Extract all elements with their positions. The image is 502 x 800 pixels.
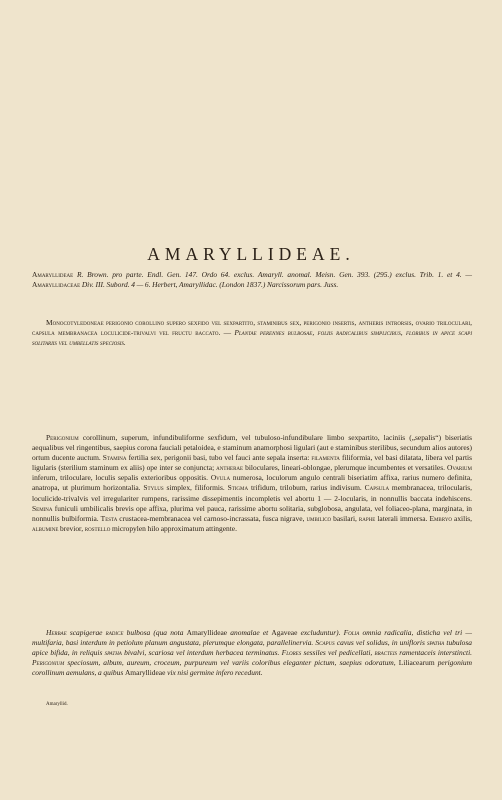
catchword: Amaryllid. [46, 702, 68, 707]
description-paragraph [32, 433, 472, 534]
habitus-text: excluduntur). [297, 628, 344, 637]
habitus-text: omnia radicalia, disticha vel tri — multifaria, basi interdum in petiolum planum angustata, plerumque elongata, parallelinervia. [32, 628, 472, 648]
term-raphe: raphe [358, 513, 376, 523]
term-herbae: Herbae [46, 628, 67, 637]
taxon-name: Amaryllideae [124, 668, 166, 678]
description-text: membranacea, trilocularis, loculicide-trivalvis vel irregulariter rumpens, rarissime dissepimentis incompletis vel abortu 1 — 2-locularis, in nonnullis baccata indehiscens. [32, 483, 472, 503]
description-text: funiculi umbilicalis brevis ope affixa, plurima vel pauca, rarissime abortu solitaria, subglobosa, angulata, vel foliaceo-plana, marginata, in nonnullis bulbiformia. [32, 503, 472, 523]
description-text: micropylen hilo approximatum attingente. [110, 523, 237, 533]
habitus-text: cavus vel solidus, in unifloris [334, 638, 428, 648]
description-text: trifidum, trilobum, rarius indivisum. [248, 483, 365, 493]
term-umbilico: umbilico [306, 513, 332, 523]
synonymy-citations: R. Brown. pro parte. Endl. Gen. 147. Ordo 64. exclus. Amaryll. anomal. Meisn. Gen. 393. (295.) exclus. Trib. 1. et 4. — [76, 270, 472, 279]
description-text: filiformia, vel basi dilatata, libera vel partis ligularis (sterilium staminum ex aliis) ope inter se conjuncta; [32, 453, 472, 473]
taxon-name: Agaveae [271, 628, 298, 637]
description-text: simplex, filiformis. [163, 483, 228, 493]
description-text: brevior, [58, 523, 85, 533]
synonymy-paragraph [32, 270, 472, 290]
description-text: fertilia sex, perigonii basi, tubo vel fauci ante sepala inserta: [126, 453, 312, 463]
term-albumine: albumine [32, 523, 59, 533]
habitus-text: bulbosa (qua nota [123, 628, 187, 637]
description-text: basilari, [331, 513, 359, 523]
term-folia: Folia [343, 628, 360, 637]
term-filamenta: filamenta [311, 453, 340, 463]
taxon-name: Liliacearum [398, 658, 435, 668]
synonymy-citations-2: Div. III. Subord. 4 — 6. Herbert, Amaryllidac. (London 1837.) Narcissorum pars. Juss. [80, 280, 339, 290]
description-text: crustacea-membranacea vel carnoso-incrassata, fusca nigrave, [117, 513, 307, 523]
term-spatha: spatha [427, 638, 445, 648]
family-name: Amaryllideae [32, 270, 74, 279]
habitus-text: sessiles vel pedicellati, [301, 648, 375, 658]
habitus-text: anomalae et [227, 628, 272, 637]
taxon-name: Amaryllideae [186, 628, 228, 637]
term-scapus: Scapus [315, 638, 335, 648]
habitus-paragraph [32, 628, 472, 678]
term-semina: Semina [32, 503, 53, 513]
term-ovarium: Ovarium [446, 463, 472, 473]
description-text: laterali immersa. [375, 513, 430, 523]
diagnosis-text: Monocotyledoneae perigonio corollino supero sexfido vel sexpartito, staminibus sex, perigonio insertis, antheris introrsis, ovario triloculari, capsula membranacea loculicide-trivalvi vel fructu baccato. — [32, 318, 472, 338]
term-stylus: Stylus [143, 483, 164, 493]
diagnosis-paragraph [32, 318, 472, 348]
term-perigonium: Perigonium [32, 658, 65, 668]
term-bracteis: bracteis [374, 648, 398, 658]
habitus-text: vix nisi germine infero recedunt. [165, 668, 263, 678]
term-perigonium: Perigonium [46, 433, 79, 442]
term-stamina: Stamina [102, 453, 127, 463]
habitus-text: speciosum, album, aureum, croceum, purpureum vel variis coloribus eleganter pictum, saepius odoratum, [64, 658, 399, 668]
family-name-alt: Amaryllidaceae [32, 280, 81, 290]
habitus-text: ramentaceis interstincti. [397, 648, 472, 658]
description-text: biloculares, lineari-oblongae, plerumque incumbentes et versatiles. [243, 463, 447, 473]
term-embryo: Embryo [429, 513, 453, 523]
term-flores: Flores [281, 648, 302, 658]
term-rostello: rostello [84, 523, 111, 533]
description-text: inferum, triloculare, loculis sepalis exterioribus oppositis. [32, 473, 211, 483]
term-spatha: spatha [104, 648, 122, 658]
habitus-text: tubulosa apice bifida, in reliquis [32, 638, 473, 658]
term-testa: Testa [100, 513, 118, 523]
page-title: AMARYLLIDEAE. [147, 243, 355, 264]
term-antherae: antherae [216, 463, 244, 473]
habitus-text: bivalvi, scariosa vel interdum herbacea terminatus. [121, 648, 282, 658]
description-text: corollinum, superum, infundibuliforme sexfidum, vel tubuloso-infundibulare limbo sexpartito, laciniis („sepalis“) biseriatis aequalibus vel ringentibus, saepius corona fauciali petaloidea, e staminum anamorphosi ligulari (aut e staminibus sterilibus, secundum alios autores) ortum ducente auctum. [32, 433, 472, 463]
term-stigma: Stigma [227, 483, 249, 493]
term-radice: radice [105, 628, 124, 637]
term-capsula: Capsula [364, 483, 390, 493]
description-text: numerosa, loculorum angulo centrali biseriatim affixa, rarius numero definita, anatropa, ut plurimum horizontalia. [32, 473, 472, 493]
term-ovula: Ovula [210, 473, 231, 483]
habitus-text: perigonium corollinum aemulans, a quibus [32, 658, 472, 678]
habitus-text: scapigerae [66, 628, 106, 637]
diagnosis-habit: Plantae perennes bulbosae, foliis radicalibus simplicibus, floribus in apice scapi solitariis vel umbellatis speciosis. [32, 328, 472, 348]
description-text: axilis, [452, 513, 473, 523]
